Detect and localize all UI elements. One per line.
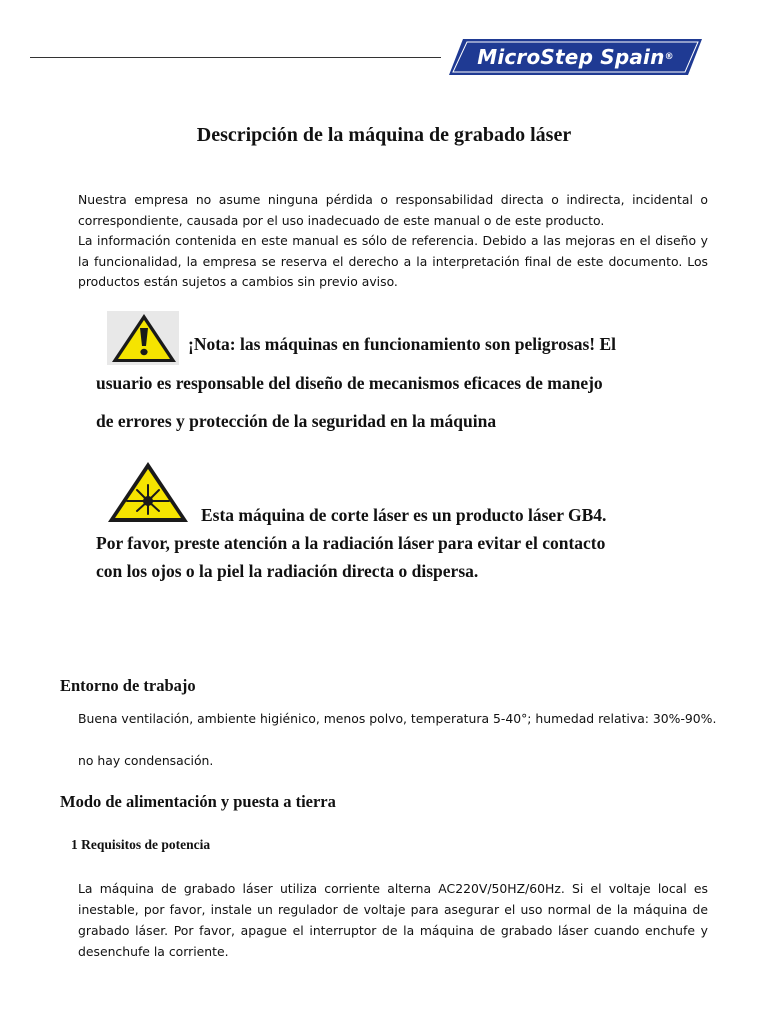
disclaimer-paragraph [78,190,708,293]
laser-note-line: con los ojos o la piel la radiación directa o dispersa. [96,561,479,581]
registered-mark: ® [664,52,674,62]
page-title: Descripción de la máquina de grabado láser [196,124,572,146]
disclaimer-line: productos están sujetos a cambios sin previo aviso. [78,274,398,289]
warning-exclamation-icon [107,311,179,365]
power-line: La máquina de grabado láser utiliza corriente alterna AC220V/50HZ/60Hz. Si el voltaje local es [78,881,708,896]
disclaimer-line: correspondiente, causada por el uso inadecuado de este manual o de este producto. [78,212,605,228]
power-line: inestable, por favor, instale un regulador de voltaje para asegurar el uso normal de la máquina de [78,902,708,917]
power-subheading: 1 Requisitos de potencia [71,837,211,852]
power-paragraph [78,878,708,962]
environment-line: no hay condensación. [78,753,214,768]
power-line: desenchufe la corriente. [78,944,229,959]
microstep-spain-logo [449,39,702,75]
disclaimer-line: la funcionalidad, la empresa se reserva el derecho a la interpretación final de este documento. Los [78,253,708,269]
header-rule [30,57,441,58]
logo-text [449,39,702,75]
warning-note-line: ¡Nota: las máquinas en funcionamiento son peligrosas! El [188,334,616,354]
logo-name: MicroStep Spain [477,45,665,69]
laser-note-line: Por favor, preste atención a la radiación láser para evitar el contacto [96,533,606,553]
power-heading: Modo de alimentación y puesta a tierra [60,792,336,811]
disclaimer-line: Nuestra empresa no asume ninguna pérdida o responsabilidad directa o indirecta, incidental o [78,192,708,207]
laser-radiation-icon [107,461,189,523]
disclaimer-line: La información contenida en este manual es sólo de referencia. Debido a las mejoras en el diseño y [78,233,708,248]
warning-note-line: usuario es responsable del diseño de mecanismos eficaces de manejo [96,373,603,393]
environment-line: Buena ventilación, ambiente higiénico, menos polvo, temperatura 5-40°; humedad relativa: 30%-90%. [78,711,717,726]
warning-note-line: de errores y protección de la seguridad en la máquina [96,411,497,431]
power-line: grabado láser. Por favor, apague el interruptor de la máquina de grabado láser cuando enchufe y [78,923,708,938]
laser-note-line: Esta máquina de corte láser es un producto láser GB4. [201,505,607,525]
environment-heading: Entorno de trabajo [60,676,196,695]
